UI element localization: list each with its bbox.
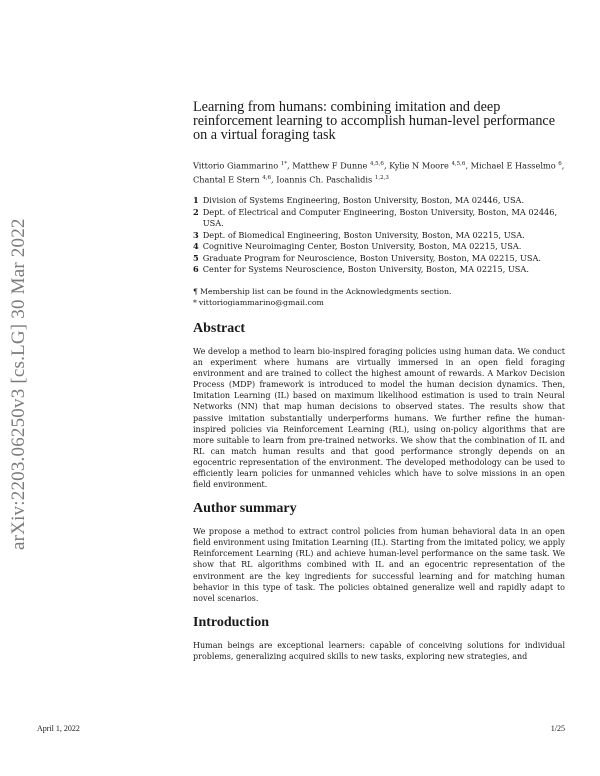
affiliation-text: Graduate Program for Neuroscience, Boston University, Boston, MA 02215, USA. (202, 252, 541, 263)
author-summary-text: We propose a method to extract control policies from human behavioral data in an open field environment using Imitation Learning (IL). Starting from the imitated policy, we apply Reinforcement Learning (RL) and achieve human-level performance on the same task. We show that RL algorithms combined with IL and an egocentric representation of the environment are the key ingredients for successful learning and for matching human behavior in this type of task. The policies obtained generalize well and rapidly adapt to novel scenarios. (193, 527, 565, 603)
affiliation-list (193, 195, 565, 276)
membership-note (193, 286, 565, 297)
affiliation (193, 207, 565, 230)
affiliation (193, 253, 565, 265)
author-name: Chantal E Stern (193, 174, 260, 185)
affiliation-number: 5 (193, 252, 199, 263)
footer-date: April 1, 2022 (37, 724, 80, 733)
author-list: Vittorio Giammarino $^{1*}$, Matthew F Dunne $^{4,5,6}$, Kylie N Moore $^{4,5,6}$, Michael E Hasselmo $^6$, Chantal E Stern $^{4,6}$, Ioannis Ch. Paschalidis $^{1,2,3}$ (193, 160, 565, 185)
author-affil: 1,2,3 (374, 174, 389, 181)
affiliation-number: 3 (193, 229, 199, 240)
author-affil: 6 (558, 161, 562, 167)
author-notes (193, 286, 565, 308)
affiliation-text: Center for Systems Neuroscience, Boston University, Boston, MA 02215, USA. (202, 264, 529, 275)
author-affil: 4,5,6 (369, 161, 384, 167)
note-mark: ¶ (193, 286, 198, 296)
paper-first-page (193, 100, 565, 673)
affiliation-text: Cognitive Neuroimaging Center, Boston University, Boston, MA 02215, USA. (202, 241, 522, 252)
paper-title: Learning from humans: combining imitation and deep reinforcement learning to accomplish human-level performance on a virtual foraging task (193, 99, 556, 143)
footer-page-number: 1/25 (550, 724, 565, 733)
affiliation-text: Dept. of Electrical and Computer Engineering, Boston University, Boston, MA 02446, USA. (202, 206, 558, 229)
author-name: Matthew F Dunne (292, 160, 368, 171)
abstract-text: We develop a method to learn bio-inspired foraging policies using human data. We conduct an experiment where humans are virtually immersed in an open field foraging environment and are trained to collect the highest amount of rewards. A Markov Decision Process (MDP) framework is introduced to model the human decision dynamics. Then, Imitation Learning (IL) based on maximum likelihood estimation is used to train Neural Networks (NN) that map human decisions to observed states. The results show that passive imitation substantially underperforms humans. We further refine the human-inspired policies via Reinforcement Learning (RL), using on-policy algorithms that are more suitable to learn from pre-trained networks. We show that the combination of IL and RL can match human results and that good performance strongly depends on an egocentric representation of the environment. The developed methodology can be used to efficiently learn policies for unmanned vehicles which have to solve missions in an open field environment. (193, 346, 565, 490)
abstract-heading: Abstract (193, 320, 246, 336)
author-name: Michael E Hasselmo (470, 160, 556, 171)
author-affil: 1* (280, 161, 288, 167)
author-affil: 4,6 (262, 174, 271, 181)
affiliation (193, 264, 565, 276)
corresponding-email (193, 297, 565, 308)
author-name: Ioannis Ch. Paschalidis (276, 174, 373, 185)
author-name: Vittorio Giammarino (193, 160, 279, 171)
affiliation-number: 6 (193, 264, 199, 275)
affiliation (193, 195, 565, 207)
affiliation-text: Dept. of Biomedical Engineering, Boston University, Boston, MA 02215, USA. (202, 229, 525, 240)
author-affil: 4,5,6 (451, 161, 466, 167)
affiliation (193, 241, 565, 253)
affiliation (193, 230, 565, 242)
author-summary-heading: Author summary (193, 501, 297, 517)
affiliation-number: 4 (193, 241, 199, 252)
affiliation-number: 1 (193, 195, 199, 206)
arxiv-identifier: arXiv:2203.06250v3 [cs.LG] 30 Mar 2022 (8, 218, 29, 550)
introduction-text: Human beings are exceptional learners: capable of conceiving solutions for individual problems, generalizing acquired skills to new tasks, exploring new strategies, and (193, 640, 565, 661)
affiliation-number: 2 (193, 206, 199, 217)
note-text: Membership list can be found in the Acknowledgments section. (199, 286, 452, 296)
note-text: vittoriogiammarino@gmail.com (198, 297, 324, 307)
affiliation-text: Division of Systems Engineering, Boston University, Boston, MA 02446, USA. (202, 195, 525, 206)
author-name: Kylie N Moore (389, 160, 449, 171)
note-mark: * (193, 297, 197, 307)
introduction-heading: Introduction (193, 614, 269, 630)
